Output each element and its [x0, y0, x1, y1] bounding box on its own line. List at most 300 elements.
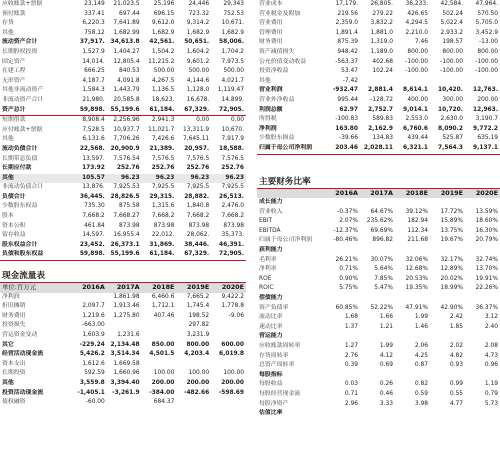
table-row: [0, 164, 246, 174]
row-label: 营业外净收益: [259, 96, 295, 103]
cell-value: [142, 321, 177, 331]
year-header: 2017A: [107, 283, 142, 293]
table-row: [257, 125, 500, 135]
cell-value: -229.24: [79, 341, 105, 348]
table-row: [257, 236, 500, 246]
cell-value: 55,199.6: [107, 250, 142, 260]
cell-value: 3,394.40: [110, 379, 140, 386]
cell-value: 2,097.7: [82, 303, 105, 310]
cell-value: 400.00: [407, 96, 428, 103]
row-label: 应付账款+票据: [2, 126, 43, 133]
cell-value: 1.46: [414, 323, 428, 330]
cell-value: 1,443.79: [113, 87, 140, 94]
cell-value: 13.70%: [475, 266, 498, 273]
cell-value: 22,012.: [151, 232, 175, 239]
row-label: 财务费用: [259, 39, 283, 46]
cell-value: 1,219.6: [82, 312, 105, 319]
cell-value: 1,404.27: [113, 48, 140, 55]
table-row: [257, 284, 500, 294]
cell-value: 337.41: [84, 10, 105, 17]
cell-value: 1.27: [344, 343, 358, 349]
cell-value: [395, 332, 430, 342]
cell-value: 7,576.5: [151, 155, 175, 162]
cell-value: 948.42: [337, 48, 358, 55]
cell-value: 2,134.48: [110, 341, 140, 348]
cell-value: 500.00: [188, 68, 210, 75]
cell-value: 13,876.: [82, 184, 105, 191]
cell-value: 7,641.89: [113, 20, 140, 27]
cell-value: 7,668.27: [113, 213, 140, 220]
row-label: 其他: [2, 136, 14, 143]
cell-value: 300.00: [442, 96, 463, 103]
cell-value: 10,420.: [438, 87, 463, 94]
cell-value: 4.82: [449, 352, 463, 359]
table-row: [0, 19, 246, 29]
table-row: [0, 293, 246, 303]
cell-value: [395, 198, 430, 208]
cell-value: 11,021.7: [148, 126, 175, 133]
cell-value: -100.00: [475, 68, 498, 75]
cell-value: 12,805.4: [113, 58, 140, 65]
table-row: [257, 106, 500, 116]
cell-value: 4,294.5: [405, 20, 428, 27]
row-label: ROE: [259, 275, 272, 282]
cell-value: 7,576.5: [186, 155, 210, 162]
table-row: [0, 222, 246, 232]
cell-value: 995.44: [337, 96, 358, 103]
table-row: [257, 265, 500, 275]
row-label: 短期借款: [2, 117, 26, 124]
cell-value: 7,925.53: [113, 184, 140, 191]
cell-value: 696.15: [153, 10, 175, 17]
cell-value: 3,190.7: [475, 116, 498, 123]
cell-value: 6,460.6: [151, 293, 175, 300]
row-label: 存货: [2, 20, 14, 27]
cell-value: 402.68: [372, 58, 393, 65]
cell-value: 4,187.7: [82, 77, 105, 84]
cell-value: 2,881.4: [368, 87, 393, 94]
row-label: 投资净收益: [259, 68, 289, 75]
cell-value: 32.17%: [440, 256, 463, 263]
cell-value: 7,645.11: [182, 136, 210, 143]
table-row: [0, 77, 246, 87]
cell-value: 1,315.6: [151, 203, 175, 210]
cell-value: 10,937.7: [113, 126, 140, 133]
cell-value: 20,900.9: [110, 145, 140, 152]
cell-value: 9,612.0: [151, 20, 175, 27]
cell-value: 2,476.0: [221, 203, 244, 210]
cell-value: -100.00: [405, 68, 428, 75]
cell-value: 134.83: [372, 135, 393, 142]
cell-value: 800.00: [186, 341, 210, 348]
cell-value: 17,179.: [335, 1, 358, 7]
row-label: 营业费用: [259, 20, 283, 27]
cell-value: 1.21: [379, 323, 393, 330]
cell-value: 219.56: [337, 10, 358, 17]
cell-value: 2.06: [414, 343, 428, 349]
cell-value: 873.98: [188, 222, 210, 229]
cell-value: 635.19: [477, 135, 498, 142]
cell-value: 8,090.2: [438, 125, 463, 132]
cell-value: 29,315.: [149, 193, 175, 200]
cell-value: 6,019.8: [219, 351, 244, 358]
cell-value: 47,964.: [475, 1, 498, 7]
cell-value: 800.00: [477, 48, 498, 55]
cell-value: 100.00: [188, 370, 210, 377]
cell-value: 52.22%: [370, 304, 393, 311]
cell-value: 589.83: [372, 116, 393, 123]
cell-value: 14,597.: [82, 232, 105, 239]
cell-value: 1.85: [449, 323, 463, 330]
cell-value: -80.46%: [333, 237, 358, 244]
table-row: [257, 96, 500, 106]
cell-value: 11,215.2: [148, 58, 175, 65]
cell-value: [325, 332, 360, 342]
cell-value: 592.59: [84, 370, 105, 377]
cell-value: 1.99: [414, 314, 428, 321]
table-row: [0, 38, 246, 48]
cell-value: 21,389.: [149, 145, 175, 152]
cell-value: -1,405.1: [77, 389, 105, 396]
cell-value: -932.47: [332, 87, 358, 94]
row-label: 长期股权投资: [2, 48, 38, 55]
cell-value: 10,720.: [438, 106, 463, 113]
table-row: [257, 227, 500, 237]
cell-value: 500.00: [153, 68, 175, 75]
ratios-table: [257, 189, 500, 419]
cell-value: 7,665.2: [186, 293, 210, 300]
cell-value: 2,162.9: [368, 125, 393, 132]
cell-value: 198.57: [442, 39, 463, 46]
cell-value: 0.71: [344, 390, 358, 397]
cell-value: 100.00: [223, 370, 244, 377]
table-row: [0, 174, 246, 184]
cell-value: 800.00: [407, 48, 428, 55]
cell-value: [430, 371, 465, 381]
table-row: [257, 323, 500, 333]
cell-value: 1,275.80: [113, 312, 140, 319]
cell-value: 96.23: [142, 174, 177, 184]
row-label: 每股净资产: [259, 400, 289, 407]
row-label: EBIT: [259, 218, 273, 225]
table-row: [0, 145, 246, 155]
cell-value: [211, 331, 246, 341]
row-label: 获利能力: [259, 247, 283, 254]
cell-value: [360, 77, 395, 87]
row-label: 固定资产: [2, 58, 26, 65]
cell-value: 8,614.1: [403, 87, 428, 94]
cell-value: 2,630.0: [440, 116, 463, 123]
row-label: 股本: [2, 213, 14, 220]
cell-value: 67,329.: [176, 250, 211, 260]
cell-value: 36,445.: [79, 193, 105, 200]
cell-value: -7.42: [342, 77, 358, 84]
cell-value: 198.52: [188, 312, 210, 319]
row-label: 营业税金及附加: [259, 10, 301, 17]
cell-value: 28,882.: [184, 193, 210, 200]
row-label: 其他: [2, 29, 14, 36]
row-label: 投资损失: [2, 322, 26, 329]
table-row: [257, 256, 500, 266]
cell-value: 29,343: [223, 1, 244, 7]
row-label: 负债合计: [2, 193, 26, 200]
cell-value: 5.47%: [374, 285, 393, 292]
cell-value: 7.46: [414, 39, 428, 46]
cell-value: 3,452.9: [475, 29, 498, 36]
cell-value: 16,955.4: [113, 232, 140, 239]
cell-value: 12.89%: [440, 266, 463, 273]
cell-value: 46,391.: [219, 241, 244, 248]
cell-value: 1,660.96: [113, 370, 140, 377]
cell-value: 8,908.4: [82, 117, 105, 124]
table-row: [257, 361, 500, 371]
cell-value: 38,446.: [184, 241, 210, 248]
cell-value: [360, 198, 395, 208]
cell-value: [465, 371, 500, 381]
table-row: [257, 400, 500, 410]
table-row: [0, 106, 246, 116]
cell-value: 9,314.2: [186, 20, 210, 27]
table-row: [257, 390, 500, 400]
cell-value: 5.73: [484, 400, 498, 407]
cell-value: 2,752.7: [368, 106, 393, 113]
cell-value: -100.83: [335, 116, 358, 123]
row-label: 财务费用: [2, 312, 26, 319]
cell-value: 1,189.0: [370, 48, 393, 55]
table-row: [257, 198, 500, 208]
cell-value: 1,682.9: [151, 29, 175, 36]
cell-value: [430, 332, 465, 342]
cell-value: 203.46: [325, 144, 360, 154]
cell-value: 1,604.2: [186, 48, 210, 55]
cell-value: [465, 294, 500, 304]
row-label: 每股收益: [259, 381, 283, 388]
cell-value: 1,712.1: [151, 303, 175, 310]
row-label: 资本支出: [2, 360, 26, 367]
cell-value: [176, 398, 211, 408]
cell-value: 4.12: [379, 352, 393, 359]
row-label: 流动负债合计: [2, 145, 38, 152]
cell-value: 61,184.: [142, 106, 177, 116]
table-row: [0, 183, 246, 193]
row-label: 存货周转率: [259, 352, 289, 359]
table-row: [0, 10, 246, 20]
cell-value: 1,527.9: [82, 48, 105, 55]
cell-value: -663.00: [82, 322, 105, 329]
cell-value: 4,501.5: [149, 351, 175, 358]
cell-value: 0.00: [196, 117, 210, 124]
cell-value: 0.87: [414, 362, 428, 369]
cell-value: 2.07%: [339, 218, 358, 225]
cell-value: [325, 409, 360, 419]
cell-value: 47.91%: [405, 304, 428, 311]
cell-value: 28,062.: [186, 232, 210, 239]
table-row: [0, 312, 246, 322]
year-header: 2019E: [430, 189, 465, 199]
cell-value: 182.94: [407, 218, 428, 225]
cell-value: 32.74%: [475, 256, 498, 263]
row-label: 长期投资: [2, 370, 26, 377]
cell-value: 2.40: [484, 323, 498, 330]
row-label: 估值比率: [259, 410, 283, 417]
cell-value: 96.23: [107, 174, 142, 184]
year-header: 2020E: [211, 283, 246, 293]
cell-value: 4,144.6: [186, 77, 210, 84]
row-label: 净利润: [2, 293, 20, 300]
table-row: [0, 302, 246, 312]
cell-value: -3,261.9: [112, 389, 140, 396]
year-header: 2016A: [72, 283, 107, 293]
cell-value: 7,925.5: [221, 184, 244, 191]
cell-value: 3.33: [379, 400, 393, 407]
cell-value: 4.25: [414, 352, 428, 359]
cell-value: 0.46: [379, 390, 393, 397]
cell-value: 875.58: [118, 203, 140, 210]
cell-value: 0.99: [449, 381, 463, 388]
cell-value: 19.91%: [475, 275, 498, 282]
cell-value: 0.59: [414, 390, 428, 397]
cell-value: 2,933.2: [440, 29, 463, 36]
cell-value: 18.60%: [475, 218, 498, 225]
cell-value: 6,321.1: [395, 144, 430, 154]
cell-value: 525.87: [442, 135, 463, 142]
cell-value: 10,671.: [221, 20, 244, 27]
row-label: 归属于母公司净利润: [257, 144, 325, 154]
cell-value: 163.80: [335, 125, 358, 132]
row-label: 净利率: [259, 266, 277, 273]
table-row: [257, 86, 500, 96]
cell-value: 18,623.: [151, 96, 175, 103]
row-label: 应收账款+票据: [2, 1, 43, 7]
cell-value: 36.37%: [475, 304, 498, 311]
row-label: 在建工程: [2, 68, 26, 75]
cell-value: 9,422.2: [221, 293, 244, 300]
cell-value: 0.93: [449, 362, 463, 369]
table-row: [0, 29, 246, 39]
cell-value: -39.66: [339, 135, 358, 142]
cell-value: 17.72%: [440, 208, 463, 215]
cell-value: 102.24: [372, 68, 393, 75]
cell-value: 1,682.99: [113, 29, 140, 36]
cell-value: 31,869.: [149, 241, 175, 248]
cell-value: [107, 398, 142, 408]
cell-value: 9,601.2: [186, 58, 210, 65]
table-row: [257, 77, 500, 87]
cell-value: 426.65: [407, 10, 428, 17]
cell-value: 600.00: [221, 341, 244, 348]
cell-value: 4.77: [449, 400, 463, 407]
cell-value: 7,576.54: [113, 155, 140, 162]
row-label: 资产减值损失: [259, 48, 295, 55]
cell-value: 32.06%: [405, 256, 428, 263]
table-row: [257, 217, 500, 227]
cell-value: 3,832.2: [370, 20, 393, 27]
cell-value: 1,504.2: [151, 48, 175, 55]
balance-sheet-table: [0, 0, 246, 261]
cell-value: 62.97: [339, 106, 358, 113]
year-header: 2018E: [142, 283, 177, 293]
cell-value: 200.00: [186, 379, 210, 386]
table-row: [0, 331, 246, 341]
table-row: [0, 67, 246, 77]
row-label: 少数股东权益: [2, 203, 38, 210]
section-gap: [0, 261, 246, 269]
cell-value: [465, 246, 500, 256]
cell-value: 23,452.: [79, 241, 105, 248]
row-label: 毛利率: [259, 256, 277, 263]
cell-value: [360, 409, 395, 419]
cell-value: 58,006.: [219, 39, 244, 46]
cell-value: 19.35%: [405, 285, 428, 292]
section-gap: [257, 155, 500, 175]
cell-value: [430, 246, 465, 256]
cell-value: -12.37%: [333, 227, 358, 234]
table-row: [257, 67, 500, 77]
row-label: 预付账款: [2, 10, 26, 17]
table-row: [257, 38, 500, 48]
cell-value: [360, 294, 395, 304]
table-row: [257, 304, 500, 314]
cell-value: 1,119.47: [217, 87, 244, 94]
cell-value: 12,963.: [473, 106, 498, 113]
row-label: 所得税: [259, 116, 277, 123]
cell-value: 35,373.: [221, 232, 244, 239]
cell-value: 20.53%: [405, 275, 428, 282]
cell-value: [430, 198, 465, 208]
cell-value: 7,564.3: [430, 144, 465, 154]
cell-value: -482.66: [184, 389, 210, 396]
row-label: 资产总计: [0, 106, 72, 116]
table-row: [0, 341, 246, 351]
cell-value: 1,682.9: [221, 29, 244, 36]
table-row: [0, 116, 246, 126]
row-label: 流动比率: [259, 314, 283, 321]
table-row: [257, 19, 500, 29]
row-label: 非流动负债合计: [2, 184, 44, 191]
cell-value: 39.12%: [405, 208, 428, 215]
cell-value: 873.98: [118, 222, 140, 229]
cell-value: 173.92: [82, 165, 105, 172]
cell-value: 21,980.: [82, 96, 105, 103]
row-label: 公允价值变动收益: [259, 58, 307, 65]
table-row: [257, 294, 500, 304]
cell-value: 20,585.8: [113, 96, 140, 103]
table-row: [0, 250, 246, 260]
cell-value: 55,199.6: [107, 106, 142, 116]
table-row: [257, 332, 500, 342]
cell-value: [325, 371, 360, 381]
cell-value: 1,745.4: [186, 303, 210, 310]
cell-value: [430, 294, 465, 304]
cell-value: 6,220.3: [82, 20, 105, 27]
cell-value: 0.71%: [339, 266, 358, 273]
cell-value: 252.76: [186, 165, 210, 172]
cell-value: 875.39: [337, 39, 358, 46]
ratios-title: 主要财务比率: [257, 175, 500, 189]
cash-flow-table: [0, 283, 246, 408]
table-row: [257, 0, 500, 10]
row-label: 留存收益: [2, 232, 26, 239]
table-row: [257, 29, 500, 39]
cell-value: 850.00: [151, 341, 175, 348]
table-row: [257, 380, 500, 390]
table-row: [0, 193, 246, 203]
left-panel: [0, 0, 246, 408]
row-label: 其他: [0, 174, 72, 184]
table-row: [0, 155, 246, 165]
cell-value: 1,136.5: [151, 87, 175, 94]
row-label: 负债和股东权益: [0, 250, 72, 260]
